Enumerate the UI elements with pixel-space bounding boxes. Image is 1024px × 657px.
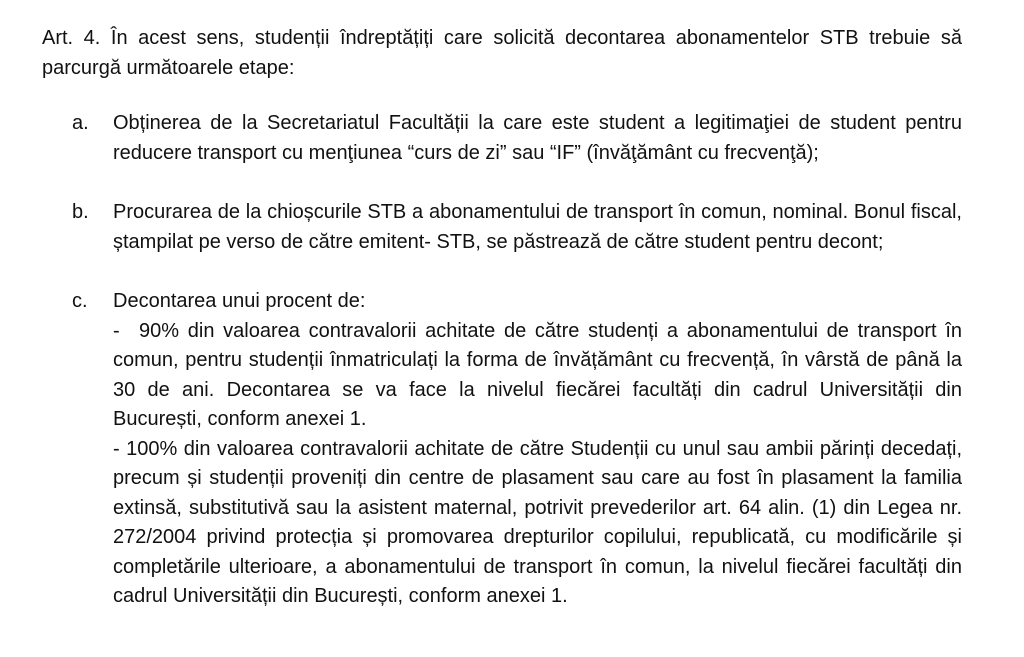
- list-item-text: Decontarea unui procent de:: [113, 290, 366, 312]
- list-item-text: Procurarea de la chioșcurile STB a abonamentului de transport în comun, nominal. Bonul fiscal, ștampilat pe verso de către emitent- STB, se păstrează de către student pentru decont;: [113, 201, 962, 253]
- sub-item-text: 100% din valoarea contravalorii achitate de către Studenții cu unul sau ambii părinți decedați, precum și studenții proveniți din centre de plasament sau care au fost în plasament la familia extinsă, substitutivă sau la asistent maternal, potrivit prevederilor art. 64 alin. (1) din Legea nr. 272/2004 privind protecția și promovarea drepturilor copilului, republicată, cu modificările și completările ulterioare, a abonamentului de transport în comun, la nivelul fiecărei facultăți din cadrul Universității din București, conform anexei 1.: [113, 437, 962, 607]
- list-marker: b.: [72, 201, 89, 223]
- list-item-content: [113, 287, 962, 612]
- list-marker: c.: [72, 290, 88, 312]
- list-item-b: [72, 198, 962, 257]
- list-item-text: Obținerea de la Secretariatul Facultății la care este student a legitimaţiei de student pentru reducere transport cu menţiunea “curs de zi” sau “IF” (învăţământ cu frecvenţă);: [113, 112, 962, 164]
- list-marker: a.: [72, 112, 89, 134]
- article-intro: Art. 4. În acest sens, studenții îndreptățiți care solicită decontarea abonamentelor STB trebuie să parcurgă următoarele etape:: [42, 27, 962, 79]
- sub-item-text: 90% din valoarea contravalorii achitate de către studenți a abonamentului de transport în comun, pentru studenții înmatriculați la forma de învățământ cu frecvență, în vârstă de până la 30 de ani. Decontarea se va face la nivelul fiecărei facultăți din cadrul Universității din București, conform anexei 1.: [113, 319, 962, 430]
- sub-item-dash: -: [113, 437, 120, 460]
- sub-item-100-percent: [113, 435, 962, 612]
- list-item-a: [72, 109, 962, 168]
- list-item-c: [72, 287, 962, 612]
- sub-item-90-percent: [113, 317, 962, 435]
- sub-item-dash: -: [113, 319, 120, 342]
